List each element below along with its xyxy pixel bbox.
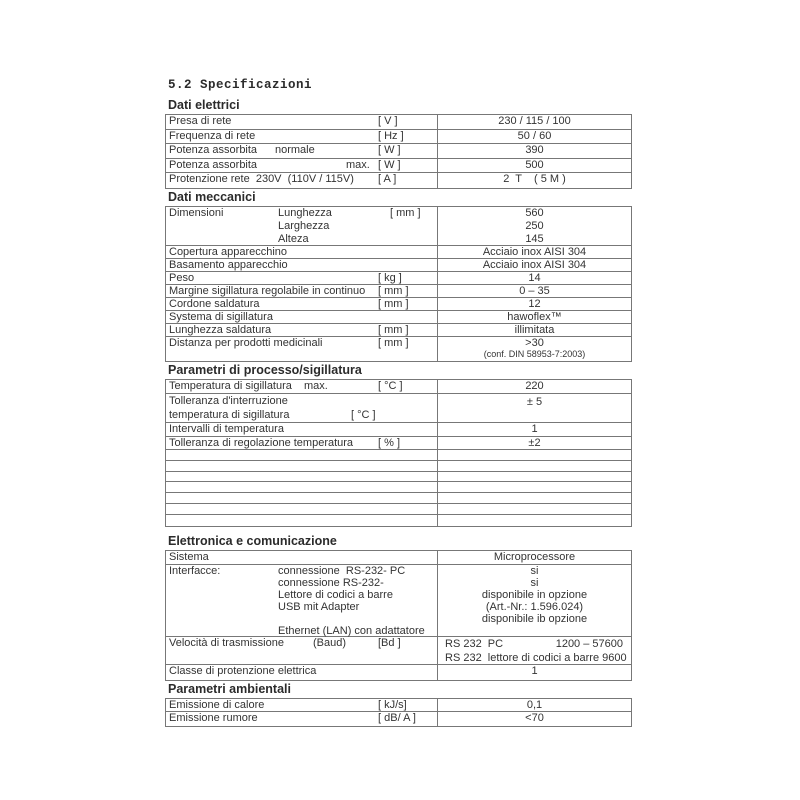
row-label: Presa di rete [169,115,232,127]
label-cell [166,246,438,258]
row-value: 50 / 60 [517,129,552,142]
row-label: Systema di sigillatura [169,310,273,323]
row-label: Lunghezza saldatura [169,323,272,336]
row-unit: [ mm ] [378,336,409,349]
label-cell [166,472,438,482]
dimension-line: Lunghezza [278,206,332,219]
label-cell [166,159,438,173]
row-label: Cordone saldatura [169,297,260,310]
row-unit: [ kg ] [378,271,402,284]
table-row [166,207,631,246]
value-cell [438,699,631,712]
row-value: 2 T ( 5 M ) [503,173,566,185]
interface-line: Lettore di codici a barre [278,589,393,602]
row-label: Frequenza di rete [169,129,256,142]
row-value: 12 [528,297,541,310]
label-cell [166,482,438,492]
value-cell [438,637,631,664]
row-value: Acciaio inox AISI 304 [482,245,587,258]
dimension-value: 250 [525,219,544,232]
table-row [166,298,631,311]
row-value: 500 [525,158,544,171]
value-cell [438,437,631,450]
label-cell [166,712,438,726]
value-cell [438,565,631,636]
row-label: Classe di protenzione elettrica [169,665,317,678]
label-cell [166,380,438,394]
row-unit: [ dB/ A ] [378,712,416,725]
row-label: Peso [169,271,195,284]
label-cell [166,207,438,245]
table-row [166,246,631,259]
section-heading-dati-elettrici: Dati elettrici [168,98,240,112]
value-cell [438,551,631,565]
table-row [166,565,631,637]
row-unit: [ % ] [378,436,401,449]
table-row [166,699,631,713]
table-row [166,311,631,324]
row-unit: [ °C ] [351,409,376,421]
label-cell [166,437,438,450]
row-unit: [ kJ/s] [378,698,407,711]
empty-row [166,472,631,483]
row-label: Velocità di trasmissione [169,637,284,650]
empty-row [166,461,631,472]
row-label: Temperatura di sigillatura [169,379,292,392]
value-cell [438,159,631,173]
row-label-line [169,408,437,422]
row-label: Dimensioni [169,206,224,219]
baud-line-left: RS 232 PC [445,638,504,651]
row-label-line: Tolleranza d'interruzione [169,395,288,407]
row-sublabel: max. [346,158,370,171]
spec-table-elettronica [165,550,632,681]
row-value-note: (conf. DIN 58953-7:2003) [483,348,586,359]
row-label: Protenzione rete 230V (110V / 115V) [169,173,354,185]
table-row [166,144,631,159]
table-row [166,324,631,337]
interface-value: si [530,565,539,578]
table-row [166,551,631,566]
table-row [166,159,631,174]
table-row [166,115,631,130]
row-value: Microprocessore [493,550,576,563]
value-cell [438,246,631,258]
interface-lines [278,565,437,637]
row-label: Emissione rumore [169,712,258,725]
interface-line [278,613,437,625]
row-unit: [ mm ] [378,297,409,310]
row-unit: [ W ] [378,158,401,171]
baud-line [438,637,631,651]
value-cell [438,144,631,158]
label-cell [166,272,438,284]
value-cell [438,712,631,726]
value-cell [438,394,631,422]
empty-row [166,450,631,461]
row-label: Intervalli di temperatura [169,423,284,435]
row-label: temperatura di sigillatura [169,409,290,421]
value-cell [438,450,631,460]
row-value: <70 [525,712,544,725]
row-unit: [ °C ] [378,379,403,392]
label-cell [166,699,438,712]
label-cell [166,144,438,158]
table-row [166,259,631,272]
value-cell [438,515,631,526]
row-value: 0 – 35 [519,284,550,297]
table-row [166,285,631,298]
dimension-line: Larghezza [278,219,330,232]
value-cell [438,298,631,310]
row-value: 1 [531,665,538,678]
row-value: 220 [525,379,544,392]
row-label: Distanza per prodotti medicinali [169,336,323,349]
value-cell [438,493,631,503]
value-cell [438,324,631,336]
row-value: hawoflex™ [507,310,562,323]
baud-line: RS 232 lettore di codici a barre 9600 [445,652,627,665]
empty-row [166,493,631,504]
label-cell [166,298,438,310]
value-cell [438,259,631,271]
interface-value: si [530,577,539,590]
row-label: Margine sigillatura regolabile in continuo [169,284,366,297]
value-cell [438,173,631,188]
interface-line: USB mit Adapter [278,601,360,614]
table-row [166,130,631,145]
value-cell [438,482,631,492]
row-value: Acciaio inox AISI 304 [482,258,587,271]
table-row [166,394,631,423]
label-cell [166,565,438,636]
row-label: Potenza assorbita [169,144,258,156]
row-value: 14 [528,271,541,284]
row-value: ± 5 [526,396,543,408]
section-heading-ambientali: Parametri ambientali [168,681,291,696]
label-cell [166,551,438,565]
label-cell [166,115,438,129]
label-cell [166,324,438,336]
row-label: Interfacce: [169,565,221,578]
interface-value: disponibile in opzione [481,589,588,602]
label-cell [166,665,438,680]
doc-title: 5.2 Specificazioni [168,78,313,92]
row-value: 390 [525,144,544,156]
empty-row [166,504,631,515]
row-value: 0,1 [526,698,543,711]
row-label: Copertura apparecchino [169,245,288,258]
spec-table-dati-meccanici [165,206,632,362]
label-cell [166,461,438,471]
row-unit: [ mm ] [378,323,409,336]
interface-value: (Art.-Nr.: 1.596.024) [485,601,584,614]
interface-line: connessione RS-232- PC [278,565,406,578]
row-sublabel: max. [304,379,328,392]
row-unit: [ V ] [378,115,398,127]
value-cell [438,130,631,144]
table-row [166,665,631,680]
row-label: Emissione di calore [169,698,265,711]
table-row [166,437,631,451]
table-row [166,712,631,726]
label-cell [166,311,438,323]
row-value: 230 / 115 / 100 [498,115,571,127]
interface-value: disponibile ib opzione [481,613,588,626]
value-cell [438,337,631,361]
dimension-value: 145 [525,232,544,245]
value-cell [438,665,631,680]
label-cell [166,259,438,271]
label-cell [166,504,438,514]
label-cell [166,493,438,503]
row-unit: [ W ] [378,144,401,156]
row-value: 1 [531,423,538,435]
label-cell [166,394,438,422]
row-unit: [ A ] [378,173,397,185]
row-unit: [ Hz ] [378,129,404,142]
row-sublabel: normale [275,144,315,156]
row-label: Basamento apparecchio [169,258,288,271]
row-unit: [Bd ] [378,637,401,650]
section-heading-processo: Parametri di processo/sigillatura [168,362,362,377]
row-value: illimitata [514,323,555,336]
label-cell [166,450,438,460]
spec-page [165,79,632,727]
label-cell [166,337,438,361]
label-cell [166,515,438,526]
label-cell [166,637,438,664]
section-heading-elettronica: Elettronica e comunicazione [168,533,337,548]
value-cell [438,504,631,514]
table-row [166,423,631,437]
label-cell [166,173,438,188]
spec-table-processo [165,379,632,527]
empty-row [166,515,631,526]
value-cell [438,207,631,245]
table-row [166,272,631,285]
table-row [166,380,631,395]
value-cell [438,115,631,129]
interface-line: Ethernet (LAN) con adattatore [278,625,425,638]
label-cell [166,285,438,297]
row-sublabel: (Baud) [313,637,347,650]
row-unit: [ mm ] [390,206,421,219]
dimension-line: Alteza [278,232,309,245]
row-label: Potenza assorbita [169,158,258,171]
row-unit: [ mm ] [378,284,409,297]
label-cell [166,423,438,436]
label-cell [166,130,438,144]
value-cell [438,311,631,323]
spec-table-dati-elettrici [165,114,632,189]
section-heading-dati-meccanici: Dati meccanici [168,189,256,204]
table-row [166,337,631,361]
value-cell [438,461,631,471]
value-cell [438,272,631,284]
value-cell [438,423,631,436]
table-row [166,173,631,188]
row-label: Sistema [169,550,209,563]
interface-line: connessione RS-232- [278,577,384,590]
value-cell [438,472,631,482]
value-cell [438,380,631,394]
table-row [166,637,631,665]
row-value: >30 [525,336,544,349]
value-cell [438,285,631,297]
spec-table-ambientali [165,698,632,727]
baud-line-right: 1200 – 57600 [555,638,623,651]
row-value: ±2 [528,436,541,449]
dimension-value: 560 [525,206,544,219]
empty-row [166,482,631,493]
row-label: Tolleranza di regolazione temperatura [169,436,354,449]
